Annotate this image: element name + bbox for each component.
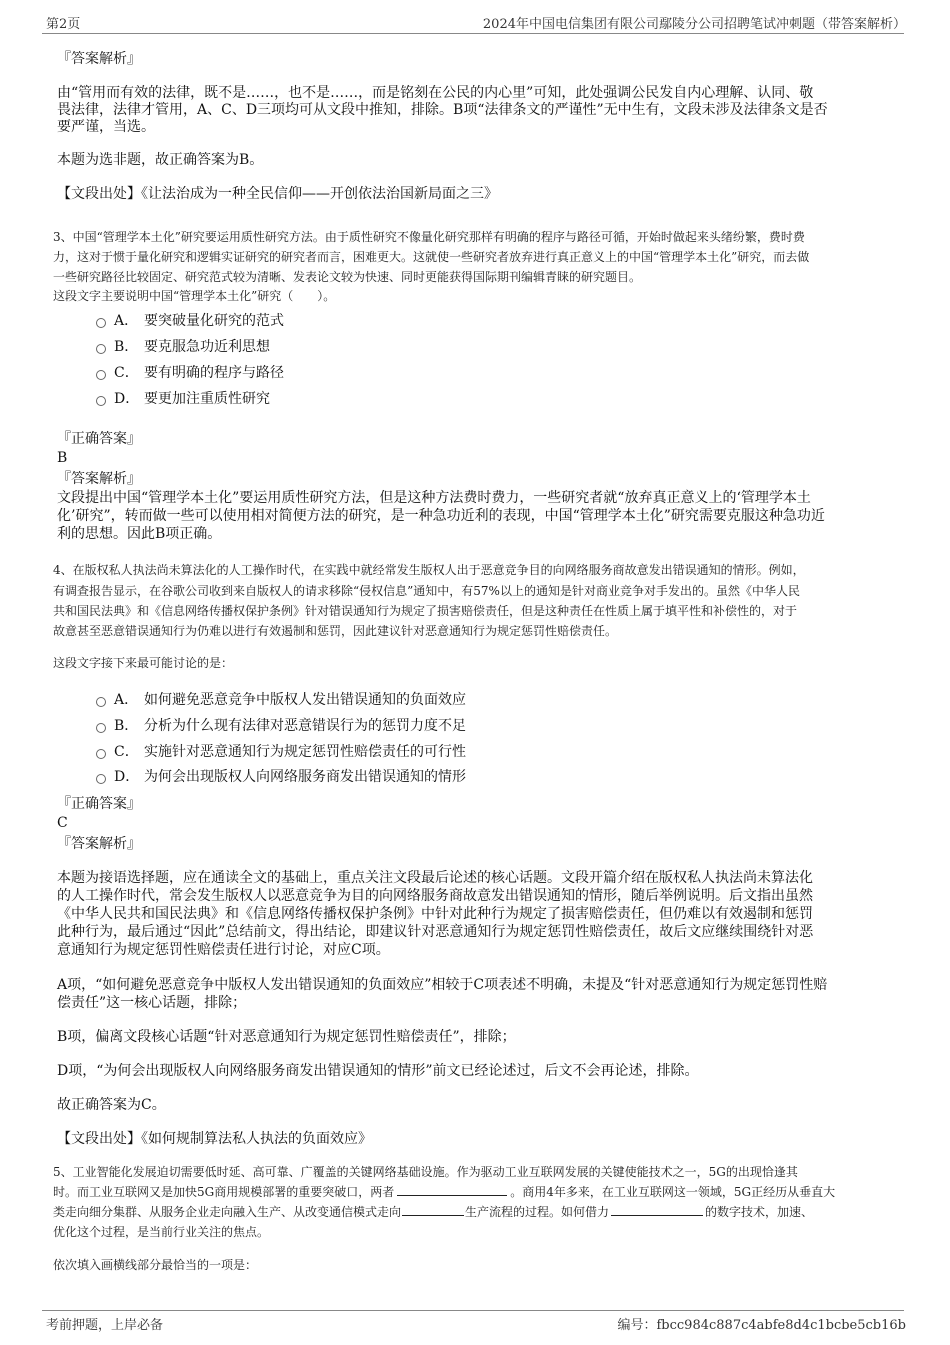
question-text-line: 力，这对于惯于量化研究和逻辑实证研究的研究者而言，困难更大。这就使一些研究者放弃进行真正意义上的中国“管理学本土化”研究，而去做 [53, 250, 810, 264]
question-text-line: 4、在版权私人执法尚未算法化的人工操作时代，在实践中就经常发生版权人出于恶意竞争目的向网络服务商故意发出错误通知的情形。例如， [53, 563, 805, 577]
radio-button[interactable] [96, 723, 106, 733]
header-divider [42, 33, 904, 34]
radio-button[interactable] [96, 370, 106, 380]
radio-button[interactable] [96, 344, 106, 354]
option-d[interactable]: D． 要更加注重质性研究 [96, 389, 270, 409]
analysis-text-line: 偿责任”这一核心话题，排除； [57, 995, 247, 1011]
correct-answer: B [57, 450, 68, 466]
correct-answer-heading: 『正确答案』 [57, 431, 141, 447]
analysis-heading: 『答案解析』 [57, 836, 141, 852]
radio-button[interactable] [96, 749, 106, 759]
footer-divider [42, 1310, 904, 1311]
correct-answer: C [57, 815, 68, 831]
analysis-text-line: 本题为接语选择题，应在通读全文的基础上，重点关注文段最后论述的核心话题。文段开篇介绍在版权私人执法尚未算法化 [57, 870, 813, 886]
fill-blank-3 [611, 1203, 703, 1216]
analysis-text-line: 要严谨，当选。 [57, 119, 155, 135]
question-prompt: 这段文字接下来最可能讨论的是： [53, 656, 234, 670]
radio-button[interactable] [96, 697, 106, 707]
analysis-text-line: 由“管用而有效的法律，既不是……，也不是……，而是铭刻在公民的内心里”可知，此处强调公民发自内心理解、认同、敬 [57, 85, 814, 101]
question-text-line: 类走向细分集群、从服务企业走向融入生产、从改变通信模式走向 生产流程的过程。如何借力 的数字技术，加速、 [53, 1205, 814, 1219]
analysis-heading: 『答案解析』 [57, 471, 141, 487]
fill-blank-2 [402, 1203, 464, 1216]
question-prompt: 这段文字主要说明中国“管理学本土化”研究（ ）。 [53, 289, 336, 303]
analysis-text-line: 此种行为，最后通过“因此”总结前文，得出结论，即建议针对恶意通知行为规定惩罚性赔偿责任，故后文应继续围绕针对恶 [57, 924, 814, 940]
page-number: 第2页 [46, 17, 81, 32]
option-a[interactable]: A． 如何避免恶意竞争中版权人发出错误通知的负面效应 [96, 690, 466, 710]
analysis-text-line: A项，“如何避免恶意竞争中版权人发出错误通知的负面效应”相较于C项表述不明确，未提及“针对恶意通知行为规定惩罚性赔 [57, 977, 828, 993]
passage-source: 【文段出处】《让法治成为一种全民信仰——开创依法治国新局面之三》 [57, 186, 498, 202]
answer-conclusion: 故正确答案为C。 [57, 1097, 166, 1113]
analysis-text-line: D项，“为何会出现版权人向网络服务商发出错误通知的情形”前文已经论述过，后文不会再论述，排除。 [57, 1063, 699, 1079]
analysis-text-line: 畏法律，法律才管用，A、C、D三项均可从文段中推知，排除。B项“法律条文的严谨性”无中生有，文段未涉及法律条文是否 [57, 102, 828, 118]
option-c[interactable]: C． 要有明确的程序与路径 [96, 363, 284, 383]
question-text-line: 3、中国“管理学本土化”研究要运用质性研究方法。由于质性研究不像量化研究那样有明确的程序与路径可循，开始时做起来头绪纷繁，费时费 [53, 230, 805, 244]
analysis-text-line: 利的思想。因此B项正确。 [57, 526, 222, 542]
option-b[interactable]: B． 要克服急功近利思想 [96, 337, 270, 357]
footer-slogan: 考前押题，上岸必备 [46, 1318, 164, 1333]
document-id: 编号：fbcc984c887c4abfe8d4c1bcbe5cb16b [617, 1318, 906, 1333]
analysis-text-line: 意通知行为规定惩罚性赔偿责任进行讨论，对应C项。 [57, 942, 390, 958]
question-text-line: 5、工业智能化发展迫切需要低时延、高可靠、广覆盖的关键网络基础设施。作为驱动工业互联网发展的关键使能技术之一，5G的出现恰逢其 [53, 1165, 798, 1179]
question-text-line: 一些研究路径比较固定、研究范式较为清晰、发表论文较为快速、同时更能获得国际期刊编辑青睐的研究题目。 [53, 270, 642, 284]
question-prompt: 依次填入画横线部分最恰当的一项是： [53, 1258, 258, 1272]
option-b[interactable]: B． 分析为什么现有法律对恶意错误行为的惩罚力度不足 [96, 716, 466, 736]
analysis-text-line: 的人工操作时代，常会发生版权人以恶意竞争为目的向网络服务商故意发出错误通知的情形，随后举例说明。后文指出虽然 [57, 888, 813, 904]
fill-blank-1 [397, 1183, 507, 1196]
option-d[interactable]: D． 为何会出现版权人向网络服务商发出错误通知的情形 [96, 767, 466, 787]
passage-source: 【文段出处】《如何规制算法私人执法的负面效应》 [57, 1131, 372, 1147]
answer-conclusion: 本题为选非题，故正确答案为B。 [57, 152, 264, 168]
analysis-text-line: B项，偏离文段核心话题“针对恶意通知行为规定惩罚性赔偿责任”，排除； [57, 1029, 516, 1045]
analysis-text-line: 文段提出中国“管理学本土化”要运用质性研究方法，但是这种方法费时费力，一些研究者就“放弃真正意义上的‘管理学本土 [57, 490, 811, 506]
option-c[interactable]: C． 实施针对恶意通知行为规定惩罚性赔偿责任的可行性 [96, 742, 466, 762]
correct-answer-heading: 『正确答案』 [57, 796, 141, 812]
radio-button[interactable] [96, 774, 106, 784]
question-text-line: 共和国民法典》和《信息网络传播权保护条例》针对错误通知行为规定了损害赔偿责任，但是这种责任在性质上属于填平性和补偿性的，对于 [53, 604, 798, 618]
question-text-line: 优化这个过程，是当前行业关注的焦点。 [53, 1225, 270, 1239]
radio-button[interactable] [96, 396, 106, 406]
question-text-line: 有调查报告显示，在谷歌公司收到来自版权人的请求移除“侵权信息”通知中，有57%以上的通知是针对商业竞争对手发出的。虽然《中华人民 [53, 584, 800, 598]
question-text-line: 故意甚至恶意错误通知行为仍难以进行有效遏制和惩罚，因此建议针对恶意通知行为规定惩罚性赔偿责任。 [53, 624, 618, 638]
question-text-line: 时。而工业互联网又是加快5G商用规模部署的重要突破口，两者 。商用4年多来，在工业互联网这一领域，5G正经历从垂直大 [53, 1185, 836, 1199]
document-title: 2024年中国电信集团有限公司鄢陵分公司招聘笔试冲刺题（带答案解析） [482, 17, 906, 32]
analysis-text-line: 《中华人民共和国民法典》和《信息网络传播权保护条例》中针对此种行为规定了损害赔偿责任，但仍难以有效遏制和惩罚 [57, 906, 813, 922]
analysis-text-line: 化’研究”，转而做一些可以使用相对简便方法的研究，是一种急功近利的表现，中国“管理学本土化”研究需要克服这种急功近 [57, 508, 825, 524]
analysis-heading: 『答案解析』 [57, 51, 141, 67]
radio-button[interactable] [96, 318, 106, 328]
option-a[interactable]: A． 要突破量化研究的范式 [96, 311, 284, 331]
